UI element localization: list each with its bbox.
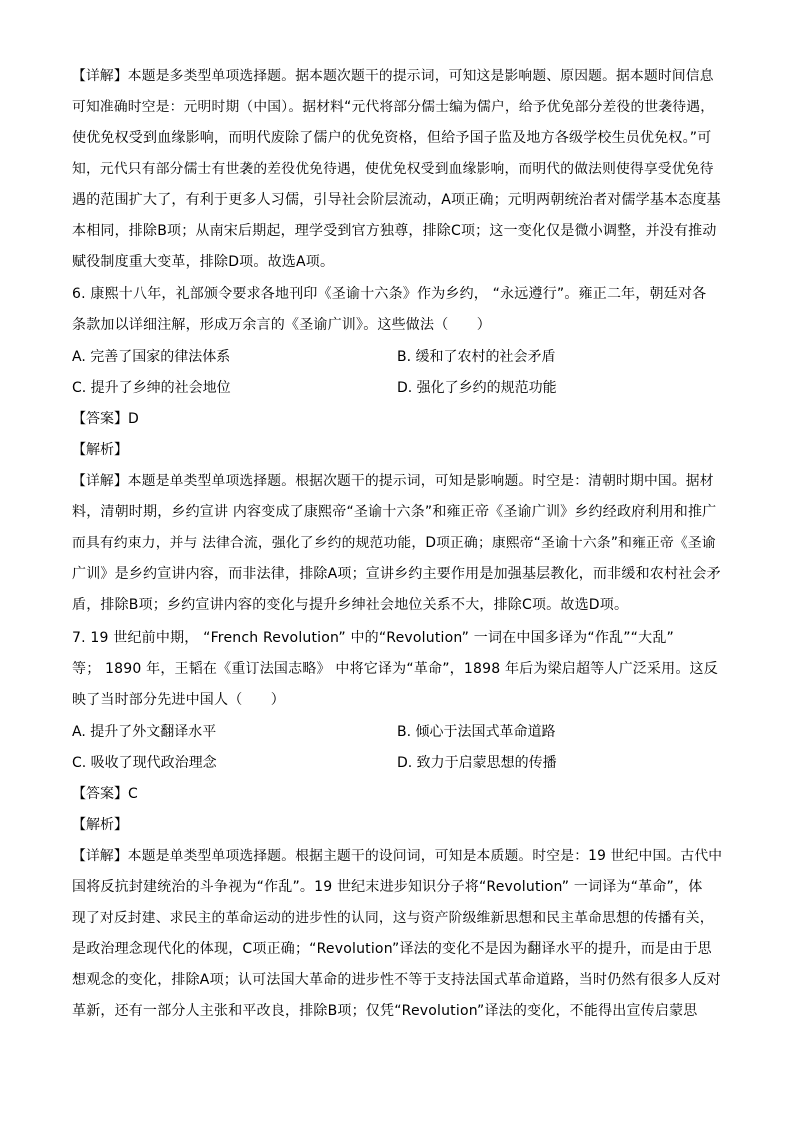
q5-analysis-line: 本相同，排除B项；从南宋后期起，理学受到官方独尊，排除C项；这一变化仅是微小调整，并没有推动 (72, 223, 717, 239)
q7-option-d: D. 致力于启蒙思想的传播 (397, 755, 557, 771)
q5-analysis-line: 使优免权受到血缘影响，而明代废除了儒户的优免资格，但给予国子监及地方各级学校生员优免权。”可 (72, 130, 712, 146)
q6-option-b: B. 缓和了农村的社会矛盾 (397, 349, 556, 365)
q6-analysis-line: 【详解】本题是单类型单项选择题。根据次题干的提示词，可知是影响题。时空是：清朝时期中国。据材 (72, 473, 714, 489)
q7-option-c: C. 吸收了现代政治理念 (72, 755, 217, 771)
q5-analysis-line: 遇的范围扩大了，有利于更多人习儒，引导社会阶层流动，A项正确；元明两朝统治者对儒学基本态度基 (72, 192, 721, 208)
q7-stem-line: 7. 19 世纪前中期， “French Revolution” 中的“Revolution” 一词在中国多译为“作乱”“大乱” (72, 630, 674, 646)
q7-stem-line: 等； 1890 年，王韬在《重订法国志略》 中将它译为“革命”，1898 年后为梁启超等人广泛采用。这反 (72, 661, 718, 677)
q7-option-b: B. 倾心于法国式革命道路 (397, 724, 556, 740)
q7-option-a: A. 提升了外文翻译水平 (72, 724, 217, 740)
q6-analysis-line: 而具有约束力，并与 法律合流，强化了乡约的规范功能，D项正确；康熙帝“圣谕十六条”和雍正帝《圣谕 (72, 535, 716, 551)
q5-analysis-line: 可知准确时空是：元明时期（中国）。据材料“元代将部分儒士编为儒户，给予优免部分差役的世袭待遇， (72, 99, 715, 115)
q6-stem-line: 6. 康熙十八年，礼部颁令要求各地刊印《圣谕十六条》作为乡约， “永远遵行”。雍正二年，朝廷对各 (72, 286, 707, 302)
q6-option-a: A. 完善了国家的律法体系 (72, 349, 231, 365)
q7-analysis-label: 【解析】 (72, 817, 128, 833)
q6-analysis-label: 【解析】 (72, 442, 128, 458)
q7-answer: 【答案】C (72, 786, 138, 802)
q7-analysis-line: 是政治理念现代化的体现，C项正确；“Revolution”译法的变化不是因为翻译水平的提升，而是由于思 (72, 941, 712, 957)
q6-option-c: C. 提升了乡绅的社会地位 (72, 380, 231, 396)
q6-answer: 【答案】D (72, 411, 139, 427)
q7-analysis-line: 想观念的变化，排除A项；认可法国大革命的进步性不等于支持法国式革命道路，当时仍然有很多人反对 (72, 972, 721, 988)
q5-analysis-line: 【详解】本题是多类型单项选择题。据本题次题干的提示词，可知这是影响题、原因题。据本题时间信息 (72, 68, 714, 84)
q5-analysis-line: 知，元代只有部分儒士有世袭的差役优免待遇，使优免权受到血缘影响，而明代的做法则使得享受优免待 (72, 161, 714, 177)
q7-stem-line: 映了当时部分先进中国人（ ） (72, 692, 285, 708)
q7-analysis-line: 革新，还有一部分人主张和平改良，排除B项；仅凭“Revolution”译法的变化，不能得出宣传启蒙思 (72, 1003, 698, 1019)
q7-analysis-line: 国将反抗封建统治的斗争视为“作乱”。19 世纪末进步知识分子将“Revolution” 一词译为“革命”，体 (72, 879, 703, 895)
q6-analysis-line: 广训》是乡约宣讲内容，而非法律，排除A项；宣讲乡约主要作用是加强基层教化，而非缓和农村社会矛 (72, 566, 721, 582)
q6-option-d: D. 强化了乡约的规范功能 (397, 380, 557, 396)
q6-analysis-line: 料，清朝时期，乡约宣讲 内容变成了康熙帝“圣谕十六条”和雍正帝《圣谕广训》乡约经政府利用和推广 (72, 504, 717, 520)
q5-analysis-line: 赋役制度重大变革，排除D项。故选A项。 (72, 254, 335, 270)
q6-stem-line: 条款加以详细注解，形成万余言的《圣谕广训》。这些做法（ ） (72, 317, 491, 333)
q6-analysis-line: 盾，排除B项；乡约宣讲内容的变化与提升乡绅社会地位关系不大，排除C项。故选D项。 (72, 597, 629, 613)
q7-analysis-line: 【详解】本题是单类型单项选择题。根据主题干的设问词，可知是本质题。时空是：19 世纪中国。古代中 (72, 848, 723, 864)
q7-analysis-line: 现了对反封建、求民主的革命运动的进步性的认同，这与资产阶级维新思想和民主革命思想的传播有关， (72, 910, 714, 926)
